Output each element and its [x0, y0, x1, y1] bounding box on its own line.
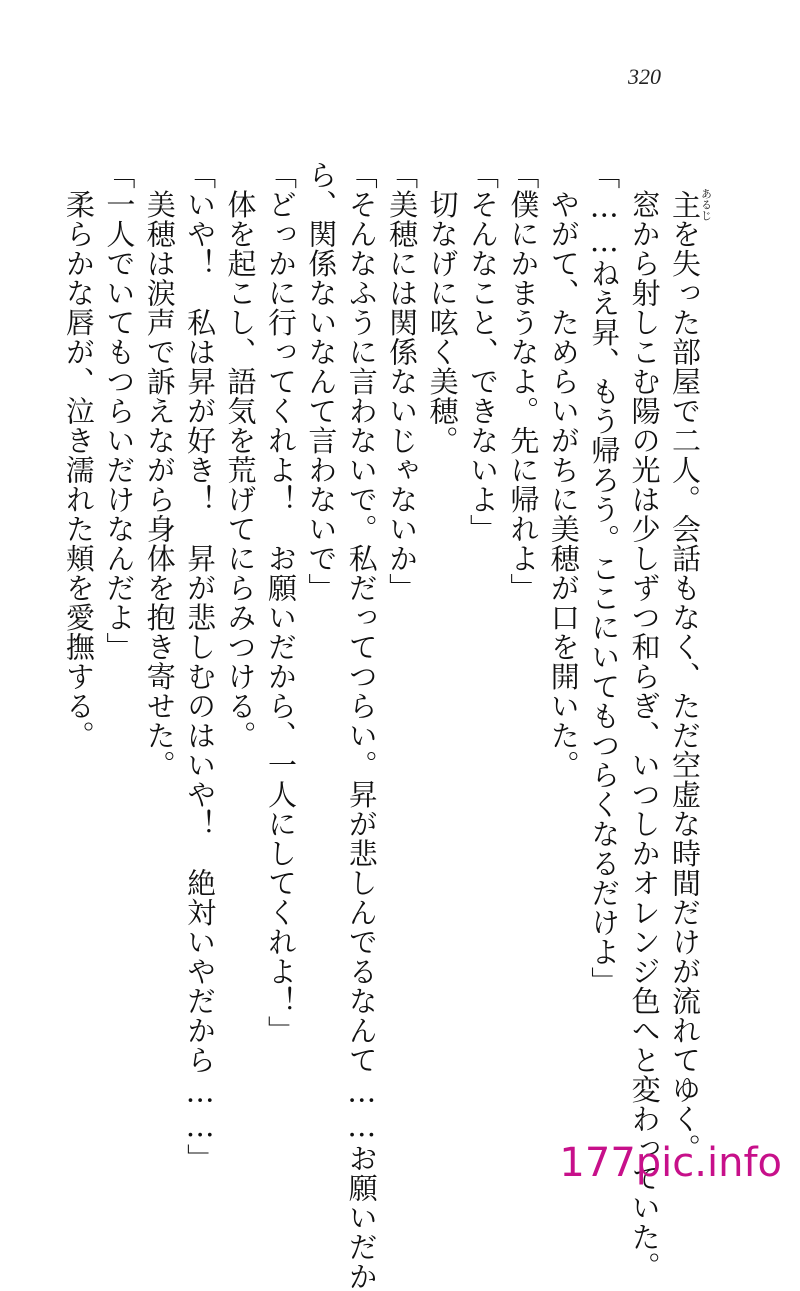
- text-line-2: 窓から射しこむ陽の光は少しずつ和らぎ、いつしかオレンジ色へと変わっていた。: [627, 189, 662, 1281]
- text-line-15: 「一人でいてもつらいだけなんだよ」: [102, 160, 137, 662]
- text-line-7: 切なげに呟く美穂。: [425, 189, 460, 455]
- ruby-annotation: 主あるじ: [668, 187, 713, 221]
- page-number: 320: [628, 64, 661, 89]
- text-line-6: 「そんなこと、できないよ」: [465, 160, 500, 544]
- text-line-10: ら、関係ないなんて言わないで」: [304, 160, 339, 603]
- text-line-9: 「そんなふうに言わないで。私だってつらい。昇が悲しんでるなんて……お願いだか: [344, 160, 379, 1291]
- watermark: 177pic.info: [559, 1140, 782, 1186]
- text-line-3: 「……ねえ昇、もう帰ろう。ここにいてもつらくなるだけよ」: [587, 160, 622, 996]
- text-line-16: 柔らかな唇が、泣き濡れた頬を愛撫する。: [61, 189, 96, 750]
- text-line-11: 「どっかに行ってくれよ！ お願いだから、一人にしてくれよ！」: [263, 160, 298, 1045]
- text-line-5: 「僕にかまうなよ。先に帰れよ」: [506, 160, 541, 603]
- text-line-14: 美穂は涙声で訴えながら身体を抱き寄せた。: [142, 189, 177, 780]
- text-line-13: 「いや！ 私は昇が好き！ 昇が悲しむのはいや！ 絶対いやだから……」: [183, 160, 218, 1173]
- text-line-8: 「美穂には関係ないじゃないか」: [385, 160, 420, 603]
- text-line-1: 主あるじを失った部屋で二人。会話もなく、ただ空虚な時間だけが流れてゆく。: [668, 187, 713, 1163]
- text-line-12: 体を起こし、語気を荒げてにらみつける。: [223, 189, 258, 750]
- text-line-4: やがて、ためらいがちに美穂が口を開いた。: [546, 189, 581, 780]
